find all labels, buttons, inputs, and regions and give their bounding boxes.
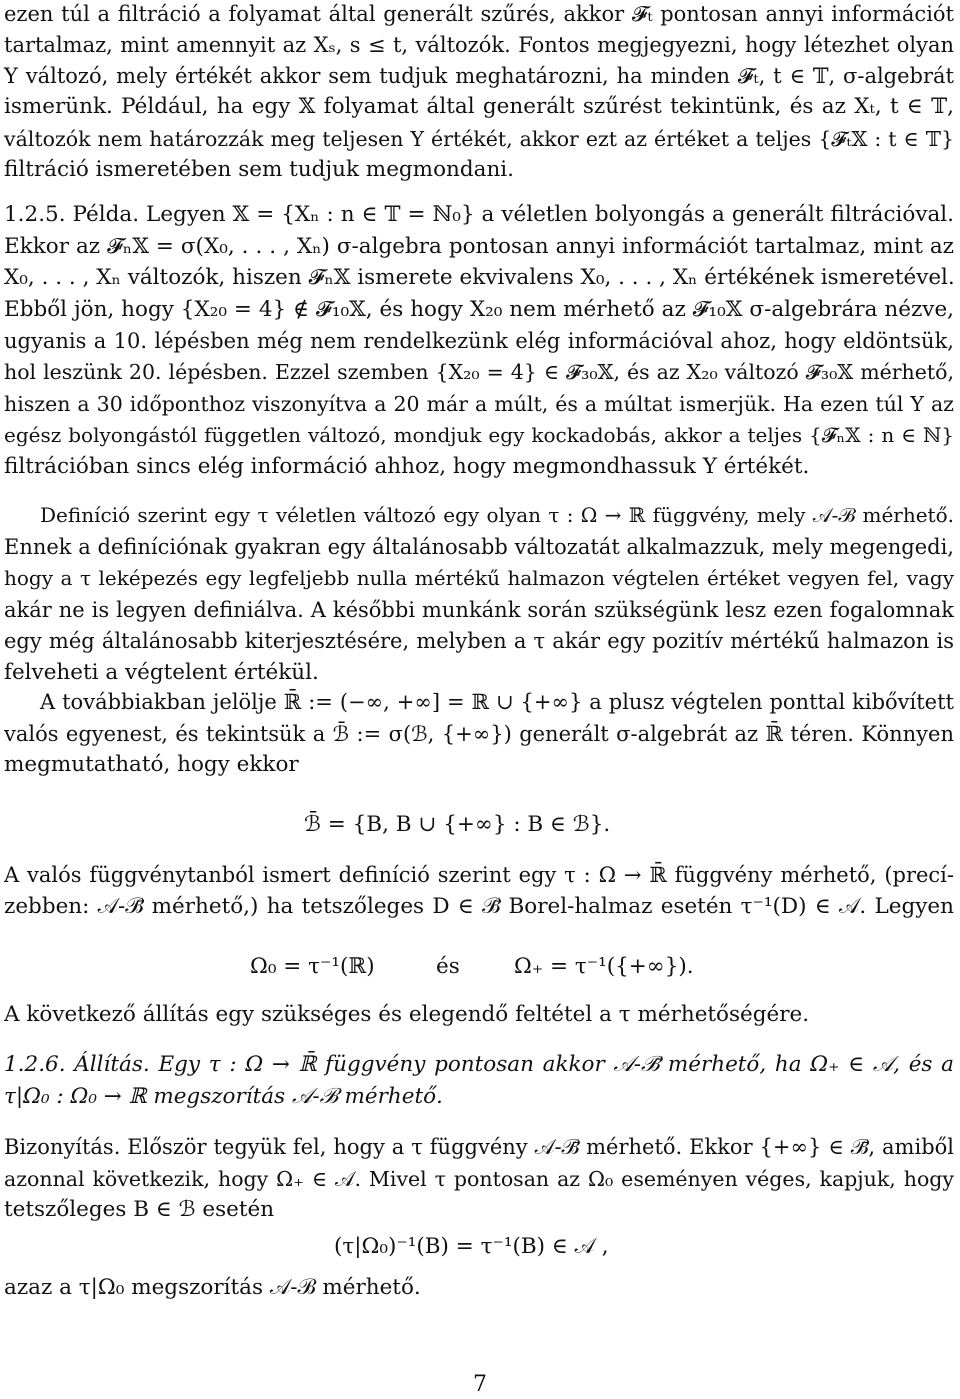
text-line: Y változó, mely értékét akkor sem tudjuk meghatározni, ha minden 𝓕ₜ, t ∈ 𝕋, σ-algebrát [4, 64, 954, 88]
text-line: filtrációban sincs elég információ ahhoz, hogy megmondhassuk Y értékét. [4, 454, 810, 479]
page-number: 7 [473, 1372, 487, 1397]
text-line: X₀, . . . , Xₙ változók, hiszen 𝓕ₙ𝕏 ismerete ekvivalens X₀, . . . , Xₙ értékének ismeretével. [4, 265, 955, 290]
text-line: valós egyenest, és tekintsük a ℬ̄ := σ(ℬ, {+∞}) generált σ-algebrát az ℝ̄ téren. Könnyen [4, 722, 954, 746]
display-equation: ℬ̄ = {B, B ∪ {+∞} : B ∈ ℬ}. [304, 812, 611, 837]
text-line: egész bolyongástól független változó, mondjuk egy kockadobás, akkor a teljes {𝓕ₙ𝕏 : n ∈ ℕ} [4, 423, 954, 447]
text-line: A következő állítás egy szükséges és elegendő feltétel a τ mérhetőségére. [4, 1002, 810, 1027]
text-line: hogy a τ leképezés egy legfeljebb nulla mértékű halmazon végtelen értéket vegyen fel, vagy [4, 566, 954, 590]
display-equation-omega0: Ω₀ = τ⁻¹(ℝ) [250, 954, 375, 979]
proof-line: Bizonyítás. Először tegyük fel, hogy a τ függvény 𝒜-ℬ̄ mérhető. Ekkor {+∞} ∈ ℬ̄, amiből [4, 1135, 954, 1159]
text-line: tartalmaz, mint amennyit az Xₛ, s ≤ t, változók. Fontos megjegyezni, hogy létezhet olyan [4, 33, 954, 57]
text-line: filtráció ismeretében sem tudjuk megmondani. [4, 157, 514, 182]
equation-connector: és [436, 954, 460, 979]
text-line: A továbbiakban jelölje ℝ̄ := (−∞, +∞] = ℝ ∪ {+∞} a plusz végtelen ponttal kibővített [40, 690, 954, 714]
proposition-line: τ|Ω₀ : Ω₀ → ℝ megszorítás 𝒜-ℬ mérhető. [4, 1084, 443, 1109]
text-line: zebben: 𝒜-ℬ̄ mérhető,) ha tetszőleges D ∈ ℬ̄ Borel-halmaz esetén τ⁻¹(D) ∈ 𝒜. Legyen [4, 894, 954, 919]
text-line: ugyanis a 10. lépésben még nem rendelkezünk elég információval ahoz, hogy eldöntsük, [4, 329, 954, 353]
text-line: egy még általánosabb kiterjesztésére, melyben a τ akár egy pozitív mértékű halmazon is [4, 629, 954, 653]
text-line: A valós függvénytanból ismert definíció szerint egy τ : Ω → ℝ̄ függvény mérhető, (precí- [4, 863, 954, 887]
text-line: Ennek a definíciónak gyakran egy általánosabb változatát alkalmazzuk, mely megengedi, [4, 535, 954, 559]
example-heading-line: 1.2.5. Példa. Legyen 𝕏 = {Xₙ : n ∈ 𝕋 = ℕ₀} a véletlen bolyongás a generált filtrációval. [4, 202, 954, 227]
text-line: Ekkor az 𝓕ₙ𝕏 = σ(X₀, . . . , Xₙ) σ-algebra pontosan annyi információt tartalmaz, mint az [4, 234, 954, 259]
text-line: akár ne is legyen definiálva. A későbbi munkánk során szükségünk lesz ezen fogalomnak [4, 598, 954, 622]
text-line: hiszen a 30 időponthoz viszonyítva a 20 már a múlt, és a múltat ismerjük. Ha ezen túl Y az [4, 392, 954, 416]
text-line: megmutatható, hogy ekkor [4, 752, 299, 777]
proof-line: azaz a τ|Ω₀ megszorítás 𝒜-ℬ mérhető. [4, 1275, 421, 1300]
text-line: ismerünk. Például, ha egy 𝕏 folyamat által generált szűrést tekintünk, és az Xₜ, t ∈ 𝕋, [4, 94, 954, 119]
display-equation: (τ|Ω₀)⁻¹(B) = τ⁻¹(B) ∈ 𝒜 , [334, 1234, 609, 1259]
text-line: változók nem határozzák meg teljesen Y értékét, akkor ezt az értéket a teljes {𝓕ₜ𝕏 : t ∈ 𝕋} [4, 127, 954, 151]
proof-line: tetszőleges B ∈ ℬ esetén [4, 1197, 275, 1222]
proposition-line: 1.2.6. Állítás. Egy τ : Ω → ℝ̄ függvény pontosan akkor 𝒜-ℬ̄ mérhető, ha Ω₊ ∈ 𝒜, és a [4, 1052, 954, 1077]
text-line: felveheti a végtelent értékül. [4, 660, 319, 685]
display-equation-omega-plus: Ω₊ = τ⁻¹({+∞}). [514, 954, 694, 979]
text-line: Ebből jön, hogy {X₂₀ = 4} ∉ 𝓕₁₀𝕏, és hogy X₂₀ nem mérhető az 𝓕₁₀𝕏 σ-algebrára nézve, [4, 297, 954, 322]
text-line: ezen túl a filtráció a folyamat által generált szűrés, akkor 𝓕ₜ pontosan annyi információt [4, 2, 954, 26]
text-line: hol leszünk 20. lépésben. Ezzel szemben {X₂₀ = 4} ∈ 𝓕₃₀𝕏, és az X₂₀ változó 𝓕₃₀𝕏 mérhető, [4, 360, 954, 384]
text-line: Definíció szerint egy τ véletlen változó egy olyan τ : Ω → ℝ függvény, mely 𝒜-ℬ mérhető. [40, 503, 954, 527]
proof-line: azonnal következik, hogy Ω₊ ∈ 𝒜. Mivel τ pontosan az Ω₀ eseményen véges, kapjuk, hogy [4, 1167, 954, 1191]
